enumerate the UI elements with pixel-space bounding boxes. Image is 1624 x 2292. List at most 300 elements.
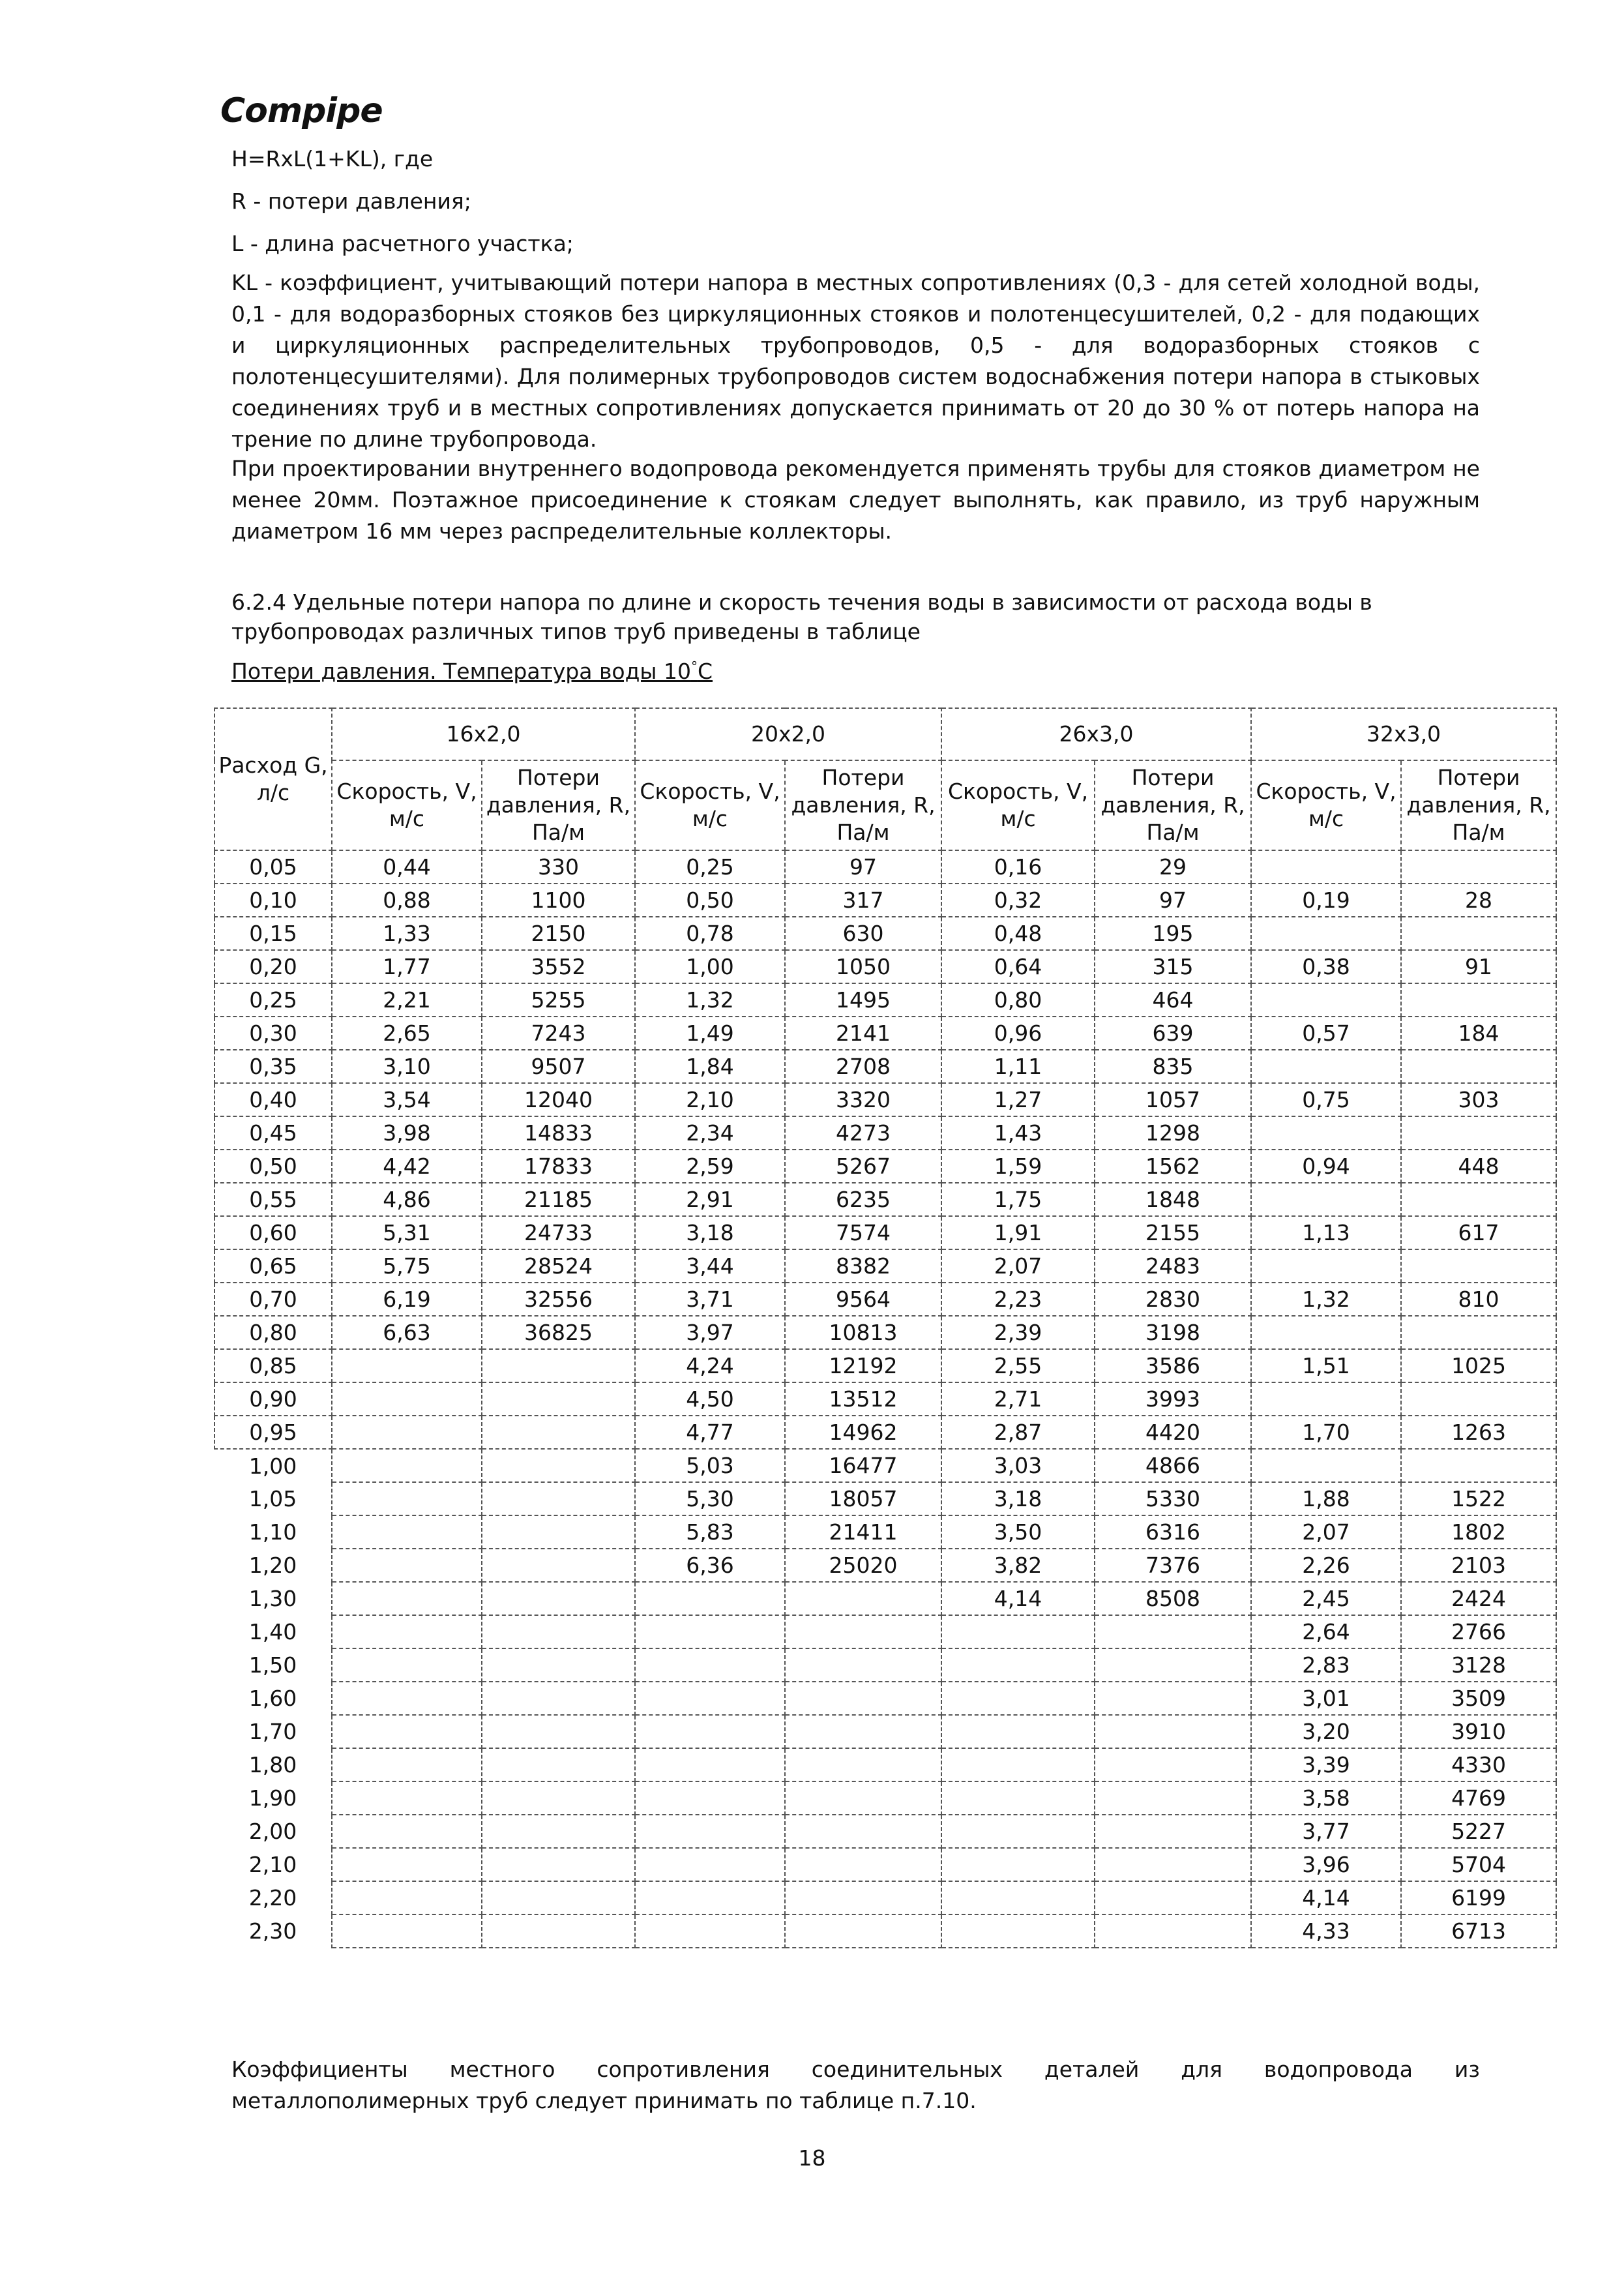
loss-cell: 5704 (1401, 1848, 1556, 1881)
loss-cell: 14962 (785, 1416, 941, 1449)
velocity-cell: 0,80 (941, 983, 1095, 1017)
loss-cell: 6316 (1095, 1515, 1251, 1549)
velocity-cell: 2,45 (1251, 1582, 1401, 1615)
loss-cell: 4866 (1095, 1449, 1251, 1482)
table-row (214, 1382, 1556, 1416)
loss-cell (1095, 1748, 1251, 1781)
velocity-cell (635, 1715, 785, 1748)
loss-cell (785, 1914, 941, 1948)
velocity-cell: 1,49 (635, 1017, 785, 1050)
velocity-cell (635, 1815, 785, 1848)
flow-rate-cell: 1,50 (214, 1648, 332, 1682)
loss-cell (1401, 1316, 1556, 1349)
flow-rate-cell: 0,45 (214, 1116, 332, 1150)
loss-cell (482, 1848, 635, 1881)
formula-equation: H=RxL(1+KL), где (231, 146, 434, 171)
velocity-cell (941, 1815, 1095, 1848)
table-row (214, 884, 1556, 917)
velocity-cell: 4,14 (941, 1582, 1095, 1615)
velocity-cell: 2,55 (941, 1349, 1095, 1382)
footer-word: деталей (1044, 2057, 1140, 2082)
loss-cell: 7243 (482, 1017, 635, 1050)
velocity-cell: 6,63 (332, 1316, 482, 1349)
table-row (214, 1549, 1556, 1582)
velocity-cell (635, 1781, 785, 1815)
flow-rate-cell: 0,95 (214, 1416, 332, 1449)
loss-cell (1401, 1382, 1556, 1416)
pipe-32x3-header: 32x3,0 (1251, 708, 1556, 760)
velocity-cell (332, 1815, 482, 1848)
loss-cell: 3552 (482, 950, 635, 983)
loss-cell: 2150 (482, 917, 635, 950)
velocity-cell (941, 1748, 1095, 1781)
velocity-cell (1251, 917, 1401, 950)
velocity-cell: 0,75 (1251, 1083, 1401, 1116)
velocity-cell (941, 1648, 1095, 1682)
loss-cell: 1848 (1095, 1183, 1251, 1216)
loss-cell (1401, 1116, 1556, 1150)
velocity-cell: 1,88 (1251, 1482, 1401, 1515)
table-caption: Потери давления. Температура воды 10°C (231, 659, 713, 684)
footer-note-line2: металлополимерных труб следует принимать по таблице п.7.10. (231, 2088, 977, 2113)
table-row (214, 1216, 1556, 1249)
velocity-cell: 1,59 (941, 1150, 1095, 1183)
velocity-cell: 0,88 (332, 884, 482, 917)
loss-cell: 2483 (1095, 1249, 1251, 1283)
velocity-cell (635, 1682, 785, 1715)
formula-r-definition: R - потери давления; (231, 188, 471, 214)
loss-cell (482, 1449, 635, 1482)
velocity-cell: 5,75 (332, 1249, 482, 1283)
table-row (214, 917, 1556, 950)
loss-cell: 2424 (1401, 1582, 1556, 1615)
loss-cell (1401, 1249, 1556, 1283)
loss-header: Потери давления, R, Па/м (1095, 760, 1251, 850)
loss-cell (785, 1815, 941, 1848)
loss-cell (1095, 1848, 1251, 1881)
pipe-26x3-header: 26x3,0 (941, 708, 1251, 760)
footer-note-line1 (231, 2054, 1480, 2085)
loss-cell (482, 1781, 635, 1815)
loss-cell: 639 (1095, 1017, 1251, 1050)
velocity-cell (635, 1582, 785, 1615)
loss-cell: 3128 (1401, 1648, 1556, 1682)
loss-cell: 24733 (482, 1216, 635, 1249)
flow-rate-cell: 1,60 (214, 1682, 332, 1715)
loss-cell (482, 1682, 635, 1715)
degree-symbol: ° (690, 659, 698, 674)
velocity-cell: 3,01 (1251, 1682, 1401, 1715)
velocity-cell: 4,86 (332, 1183, 482, 1216)
velocity-cell: 4,14 (1251, 1881, 1401, 1914)
loss-cell (482, 1715, 635, 1748)
loss-cell (482, 1482, 635, 1515)
formula-kl-definition: KL - коэффициент, учитывающий потери напора в местных сопротивлениях (0,3 - для сетей холодной воды, 0,1 - для водоразборных стояков без циркуляционных стояков и полотенцесушителей, 0,2 - для подающих и циркуляционных распределительных трубопроводов, 0,5 - для водоразборных стояков с полотенцесушителями). Для полимерных трубопроводов систем водоснабжения потери напора в стыковых соединениях труб и в местных сопротивлениях допускается принимать от 20 до 30 % от потерь напора на трение по длине трубопровода. (231, 270, 1480, 452)
flow-rate-cell: 0,55 (214, 1183, 332, 1216)
loss-cell: 2708 (785, 1050, 941, 1083)
loss-cell: 8508 (1095, 1582, 1251, 1615)
velocity-cell: 1,32 (1251, 1283, 1401, 1316)
loss-cell: 97 (785, 850, 941, 884)
loss-cell: 2766 (1401, 1615, 1556, 1648)
flow-rate-cell: 1,70 (214, 1715, 332, 1748)
table-row (214, 1682, 1556, 1715)
velocity-cell: 2,65 (332, 1017, 482, 1050)
loss-cell: 3320 (785, 1083, 941, 1116)
velocity-cell: 2,07 (941, 1249, 1095, 1283)
velocity-cell (332, 1881, 482, 1914)
loss-cell: 448 (1401, 1150, 1556, 1183)
footer-word: для (1181, 2057, 1222, 2082)
velocity-cell: 2,26 (1251, 1549, 1401, 1582)
loss-cell: 8382 (785, 1249, 941, 1283)
loss-cell: 12040 (482, 1083, 635, 1116)
velocity-cell (635, 1615, 785, 1648)
loss-cell: 25020 (785, 1549, 941, 1582)
loss-cell: 4273 (785, 1116, 941, 1150)
velocity-cell (1251, 1449, 1401, 1482)
velocity-cell (1251, 1116, 1401, 1150)
flow-rate-cell: 0,30 (214, 1017, 332, 1050)
velocity-cell (941, 1615, 1095, 1648)
loss-cell: 6713 (1401, 1914, 1556, 1948)
velocity-cell: 0,16 (941, 850, 1095, 884)
formula-l-definition: L - длина расчетного участка; (231, 231, 574, 256)
loss-cell: 3910 (1401, 1715, 1556, 1748)
loss-cell: 5255 (482, 983, 635, 1017)
flow-rate-cell: 0,80 (214, 1316, 332, 1349)
loss-cell (482, 1549, 635, 1582)
section-heading-line2: трубопроводах различных типов труб приведены в таблице (231, 619, 921, 644)
velocity-cell (332, 1582, 482, 1615)
loss-cell: 28524 (482, 1249, 635, 1283)
flow-rate-cell: 0,70 (214, 1283, 332, 1316)
velocity-cell: 1,32 (635, 983, 785, 1017)
loss-cell (1095, 1715, 1251, 1748)
velocity-cell (332, 1848, 482, 1881)
velocity-cell: 0,32 (941, 884, 1095, 917)
loss-cell: 1050 (785, 950, 941, 983)
velocity-cell: 3,96 (1251, 1848, 1401, 1881)
loss-cell: 36825 (482, 1316, 635, 1349)
flow-rate-cell: 1,10 (214, 1515, 332, 1549)
velocity-cell (635, 1648, 785, 1682)
loss-cell (1095, 1682, 1251, 1715)
table-row (214, 1449, 1556, 1482)
velocity-cell: 3,50 (941, 1515, 1095, 1549)
velocity-cell: 2,10 (635, 1083, 785, 1116)
loss-cell: 184 (1401, 1017, 1556, 1050)
loss-cell: 6199 (1401, 1881, 1556, 1914)
velocity-cell: 3,71 (635, 1283, 785, 1316)
velocity-cell (1251, 983, 1401, 1017)
velocity-cell: 1,33 (332, 917, 482, 950)
velocity-cell: 2,23 (941, 1283, 1095, 1316)
velocity-cell: 4,42 (332, 1150, 482, 1183)
velocity-cell: 1,13 (1251, 1216, 1401, 1249)
loss-cell (785, 1781, 941, 1815)
loss-cell (482, 1815, 635, 1848)
velocity-cell: 2,07 (1251, 1515, 1401, 1549)
velocity-cell (635, 1748, 785, 1781)
loss-cell: 1057 (1095, 1083, 1251, 1116)
flow-rate-cell: 1,40 (214, 1615, 332, 1648)
velocity-cell (332, 1449, 482, 1482)
table-row (214, 1748, 1556, 1781)
pipe-16x2-header: 16x2,0 (332, 708, 635, 760)
velocity-cell: 4,33 (1251, 1914, 1401, 1948)
loss-cell (482, 1615, 635, 1648)
velocity-cell: 3,82 (941, 1549, 1095, 1582)
loss-cell: 16477 (785, 1449, 941, 1482)
velocity-cell (1251, 850, 1401, 884)
velocity-cell: 1,75 (941, 1183, 1095, 1216)
flow-rate-cell: 0,05 (214, 850, 332, 884)
loss-cell: 3509 (1401, 1682, 1556, 1715)
velocity-cell: 4,77 (635, 1416, 785, 1449)
velocity-cell: 3,54 (332, 1083, 482, 1116)
loss-cell: 3198 (1095, 1316, 1251, 1349)
velocity-cell: 4,24 (635, 1349, 785, 1382)
velocity-cell: 5,31 (332, 1216, 482, 1249)
velocity-cell: 5,83 (635, 1515, 785, 1549)
velocity-cell: 3,10 (332, 1050, 482, 1083)
loss-cell: 17833 (482, 1150, 635, 1183)
design-note: При проектировании внутреннего водопровода рекомендуется применять трубы для стояков диаметром не менее 20мм. Поэтажное присоединение к стоякам следует выполнять, как правило, из труб наружным диаметром 16 мм через распределительные коллекторы. (231, 456, 1480, 544)
loss-cell (1095, 1781, 1251, 1815)
velocity-cell: 0,19 (1251, 884, 1401, 917)
flow-rate-cell: 1,20 (214, 1549, 332, 1582)
velocity-cell: 0,57 (1251, 1017, 1401, 1050)
loss-cell (482, 1349, 635, 1382)
table-row (214, 983, 1556, 1017)
pressure-loss-table (214, 707, 1557, 1948)
velocity-cell: 1,43 (941, 1116, 1095, 1150)
velocity-cell: 3,18 (635, 1216, 785, 1249)
loss-cell: 1562 (1095, 1150, 1251, 1183)
velocity-cell: 6,36 (635, 1549, 785, 1582)
table-row (214, 1249, 1556, 1283)
velocity-cell: 1,84 (635, 1050, 785, 1083)
loss-cell: 7574 (785, 1216, 941, 1249)
loss-cell (1095, 1815, 1251, 1848)
velocity-cell: 2,64 (1251, 1615, 1401, 1648)
velocity-cell: 1,00 (635, 950, 785, 983)
loss-cell: 2155 (1095, 1216, 1251, 1249)
loss-cell (482, 1515, 635, 1549)
table-row (214, 1083, 1556, 1116)
loss-cell: 5330 (1095, 1482, 1251, 1515)
velocity-cell: 2,87 (941, 1416, 1095, 1449)
loss-cell: 2103 (1401, 1549, 1556, 1582)
loss-header: Потери давления, R, Па/м (785, 760, 941, 850)
velocity-cell: 0,94 (1251, 1150, 1401, 1183)
loss-cell: 4420 (1095, 1416, 1251, 1449)
velocity-cell: 2,91 (635, 1183, 785, 1216)
loss-cell: 12192 (785, 1349, 941, 1382)
table-row (214, 1283, 1556, 1316)
loss-cell: 195 (1095, 917, 1251, 950)
flow-rate-cell: 1,80 (214, 1748, 332, 1781)
velocity-cell (332, 1416, 482, 1449)
velocity-cell: 0,96 (941, 1017, 1095, 1050)
table-row (214, 1017, 1556, 1050)
footer-word: соединительных (811, 2057, 1003, 2082)
loss-cell (1095, 1914, 1251, 1948)
velocity-cell (1251, 1183, 1401, 1216)
loss-cell (1401, 917, 1556, 950)
loss-cell: 1025 (1401, 1349, 1556, 1382)
table-row (214, 1515, 1556, 1549)
table-row (214, 1615, 1556, 1648)
loss-cell: 330 (482, 850, 635, 884)
flow-rate-cell: 0,20 (214, 950, 332, 983)
loss-cell: 630 (785, 917, 941, 950)
loss-cell: 1495 (785, 983, 941, 1017)
velocity-cell: 3,77 (1251, 1815, 1401, 1848)
loss-cell: 9507 (482, 1050, 635, 1083)
velocity-cell (1251, 1316, 1401, 1349)
loss-cell: 13512 (785, 1382, 941, 1416)
loss-cell: 1263 (1401, 1416, 1556, 1449)
velocity-cell: 0,50 (635, 884, 785, 917)
table-row (214, 1116, 1556, 1150)
table-row (214, 1050, 1556, 1083)
loss-cell: 617 (1401, 1216, 1556, 1249)
velocity-cell: 0,48 (941, 917, 1095, 950)
velocity-cell (332, 1748, 482, 1781)
loss-cell: 10813 (785, 1316, 941, 1349)
loss-cell: 1298 (1095, 1116, 1251, 1150)
loss-cell (482, 1582, 635, 1615)
velocity-cell: 0,44 (332, 850, 482, 884)
velocity-cell: 1,27 (941, 1083, 1095, 1116)
loss-cell (1095, 1881, 1251, 1914)
velocity-cell: 1,77 (332, 950, 482, 983)
loss-header: Потери давления, R, Па/м (1401, 760, 1556, 850)
velocity-cell: 2,59 (635, 1150, 785, 1183)
table-row (214, 1183, 1556, 1216)
table-row (214, 1150, 1556, 1183)
flow-rate-cell: 1,00 (214, 1449, 332, 1482)
velocity-cell: 0,38 (1251, 950, 1401, 983)
velocity-cell: 6,19 (332, 1283, 482, 1316)
flow-rate-cell: 0,65 (214, 1249, 332, 1283)
loss-cell (785, 1715, 941, 1748)
velocity-cell (941, 1715, 1095, 1748)
velocity-cell (332, 1615, 482, 1648)
loss-cell (482, 1382, 635, 1416)
loss-cell (1401, 1449, 1556, 1482)
velocity-cell (941, 1848, 1095, 1881)
loss-cell: 28 (1401, 884, 1556, 917)
loss-cell (785, 1615, 941, 1648)
loss-cell: 91 (1401, 950, 1556, 983)
flow-rate-cell: 0,40 (214, 1083, 332, 1116)
velocity-header: Скорость, V, м/с (941, 760, 1095, 850)
table-row (214, 1416, 1556, 1449)
footer-word: сопротивления (597, 2057, 770, 2082)
flow-rate-cell: 0,10 (214, 884, 332, 917)
velocity-cell: 3,97 (635, 1316, 785, 1349)
velocity-header: Скорость, V, м/с (332, 760, 482, 850)
velocity-cell: 1,70 (1251, 1416, 1401, 1449)
table-row (214, 1914, 1556, 1948)
velocity-cell: 2,83 (1251, 1648, 1401, 1682)
velocity-cell (635, 1848, 785, 1881)
velocity-cell: 0,78 (635, 917, 785, 950)
velocity-cell (941, 1881, 1095, 1914)
footer-word: водопровода (1263, 2057, 1413, 2082)
velocity-cell (332, 1781, 482, 1815)
velocity-cell: 3,03 (941, 1449, 1095, 1482)
flow-rate-cell: 2,30 (214, 1914, 332, 1948)
loss-cell (785, 1848, 941, 1881)
flow-rate-cell: 1,05 (214, 1482, 332, 1515)
loss-cell: 29 (1095, 850, 1251, 884)
table-row (214, 850, 1556, 884)
footer-word: местного (449, 2057, 555, 2082)
footer-note (231, 2054, 1480, 2117)
velocity-cell (941, 1781, 1095, 1815)
footer-word: Коэффициенты (231, 2057, 408, 2082)
loss-cell: 315 (1095, 950, 1251, 983)
velocity-cell (635, 1914, 785, 1948)
velocity-cell: 2,39 (941, 1316, 1095, 1349)
loss-cell (1401, 1183, 1556, 1216)
table-row (214, 1482, 1556, 1515)
velocity-cell: 3,58 (1251, 1781, 1401, 1815)
velocity-cell: 0,25 (635, 850, 785, 884)
table-row (214, 1316, 1556, 1349)
loss-cell (785, 1881, 941, 1914)
loss-cell: 3993 (1095, 1382, 1251, 1416)
velocity-cell: 1,91 (941, 1216, 1095, 1249)
velocity-cell (332, 1515, 482, 1549)
loss-cell: 14833 (482, 1116, 635, 1150)
velocity-cell: 3,20 (1251, 1715, 1401, 1748)
flow-rate-cell: 2,00 (214, 1815, 332, 1848)
loss-cell: 303 (1401, 1083, 1556, 1116)
column-header-row (214, 760, 1556, 850)
loss-cell (482, 1914, 635, 1948)
loss-cell: 1802 (1401, 1515, 1556, 1549)
velocity-cell: 2,34 (635, 1116, 785, 1150)
table-row (214, 1815, 1556, 1848)
table-row (214, 950, 1556, 983)
loss-cell (482, 1881, 635, 1914)
loss-cell (1095, 1615, 1251, 1648)
flow-rate-cell: 0,90 (214, 1382, 332, 1416)
velocity-header: Скорость, V, м/с (1251, 760, 1401, 850)
loss-cell (1401, 1050, 1556, 1083)
velocity-cell: 2,71 (941, 1382, 1095, 1416)
velocity-header: Скорость, V, м/с (635, 760, 785, 850)
velocity-cell (332, 1349, 482, 1382)
loss-cell: 2830 (1095, 1283, 1251, 1316)
loss-cell (785, 1648, 941, 1682)
table-row (214, 1848, 1556, 1881)
loss-cell: 1100 (482, 884, 635, 917)
table-row (214, 1781, 1556, 1815)
loss-header: Потери давления, R, Па/м (482, 760, 635, 850)
velocity-cell: 3,44 (635, 1249, 785, 1283)
loss-cell: 4769 (1401, 1781, 1556, 1815)
velocity-cell: 3,98 (332, 1116, 482, 1150)
velocity-cell: 2,21 (332, 983, 482, 1017)
loss-cell: 464 (1095, 983, 1251, 1017)
flow-rate-cell: 1,90 (214, 1781, 332, 1815)
